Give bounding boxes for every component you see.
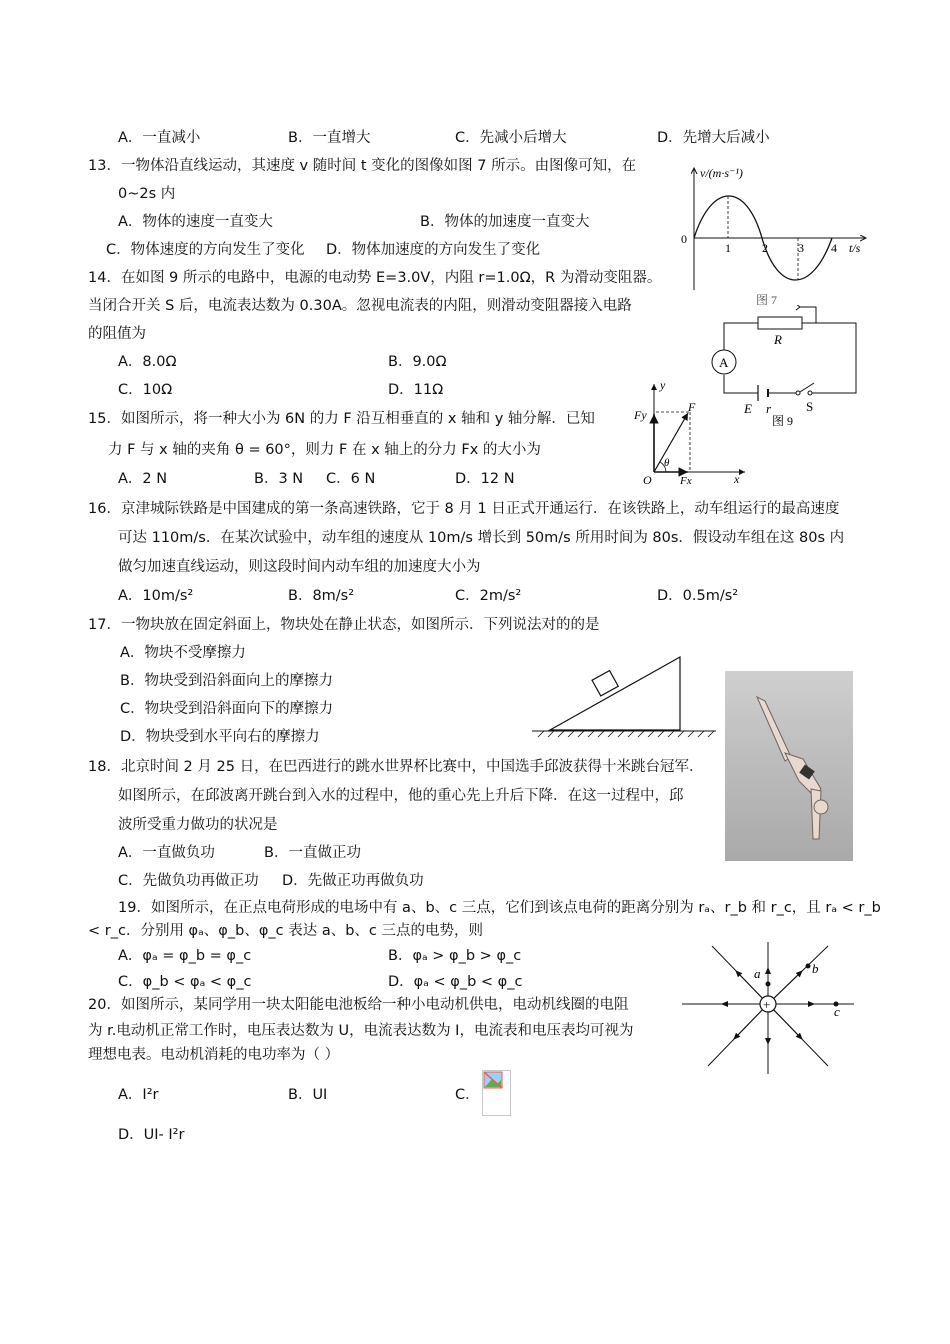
internal-resistance-label: r xyxy=(766,401,772,416)
q18-option-a: A．一直做负功 xyxy=(118,845,215,861)
incline-block-diagram xyxy=(530,652,720,738)
q12-option-b: B．一直增大 xyxy=(288,130,371,146)
q20-stem-line2: 为 r.电动机正常工作时，电压表达数为 U，电流表达数为 I，电流表和电压表均可视为 xyxy=(88,1023,634,1039)
q14-stem-line3: 的阻值为 xyxy=(88,326,146,342)
q13-stem-line2: 0~2s 内 xyxy=(118,186,176,202)
point-c-label: c xyxy=(834,1004,840,1019)
velocity-time-graph xyxy=(676,160,876,305)
q12-option-c: C．先减小后增大 xyxy=(455,130,567,146)
point-b-label: b xyxy=(812,961,819,976)
q15-option-c: C．6 N xyxy=(326,471,376,487)
q17-option-b: B．物块受到沿斜面向上的摩擦力 xyxy=(120,673,333,689)
resistor-label: R xyxy=(774,332,782,347)
q14-option-d: D．11Ω xyxy=(388,382,444,398)
q14-stem-line1: 14．在如图 9 所示的电路中，电源的电动势 E=3.0V，内阻 r=1.0Ω，R 为滑动变阻器。 xyxy=(88,270,662,286)
q15-stem-line2: 力 F 与 x 轴的夹角 θ = 60°，则力 F 在 x 轴上的分力 Fx 的大小为 xyxy=(108,442,541,458)
q16-option-c: C．2m/s² xyxy=(455,588,522,604)
q13-option-d: D．物体加速度的方向发生了变化 xyxy=(326,242,541,258)
diver-silhouette xyxy=(725,671,853,861)
q20-stem-line3: 理想电表。电动机消耗的电功率为（ ） xyxy=(88,1047,340,1063)
q17-option-d: D．物块受到水平向右的摩擦力 xyxy=(120,729,320,745)
q15-option-b: B．3 N xyxy=(254,471,304,487)
q15-option-d: D．12 N xyxy=(455,471,515,487)
force-f-vector xyxy=(654,413,688,472)
diver-photo xyxy=(725,671,853,861)
tick-2: 2 xyxy=(762,241,768,255)
emf-label: E xyxy=(744,401,752,416)
q19-option-a: A．φₐ = φ_b = φ_c xyxy=(118,948,252,964)
q14-option-b: B．9.0Ω xyxy=(388,354,447,370)
q18-stem-line3: 波所受重力做功的状况是 xyxy=(118,817,278,833)
q19-option-d: D．φₐ < φ_b < φ_c xyxy=(388,974,523,990)
q13-stem-line1: 13．一物体沿直线运动，其速度 v 随时间 t 变化的图像如图 7 所示。由图像可知，在 xyxy=(88,158,637,174)
switch-label: S xyxy=(806,399,814,414)
q18-option-c: C．先做负功再做正功 xyxy=(118,873,259,889)
v-axis-label: v/(m·s⁻¹) xyxy=(700,166,743,180)
q20-option-c: C． xyxy=(455,1087,480,1103)
fx-label: Fx xyxy=(680,475,692,486)
q20-option-d: D．UI- I²r xyxy=(118,1127,185,1143)
q18-option-d: D．先做正功再做负功 xyxy=(282,873,424,889)
q15-stem-line1: 15．如图所示，将一种大小为 6N 的力 F 沿互相垂直的 x 轴和 y 轴分解．已知 xyxy=(88,411,595,427)
point-a-label: a xyxy=(754,966,761,981)
q16-stem-line3: 做匀加速直线运动，则这段时间内动车组的加速度大小为 xyxy=(118,559,481,575)
q19-option-b: B．φₐ > φ_b > φ_c xyxy=(388,948,522,964)
f-label: F xyxy=(688,400,696,414)
q18-option-b: B．一直做正功 xyxy=(264,845,361,861)
q16-stem-line1: 16．京津城际铁路是中国建成的第一条高速铁路，它于 8 月 1 日正式开通运行．在该铁路上，动车组运行的最高速度 xyxy=(88,501,840,517)
fy-label: Fy xyxy=(634,408,647,422)
q15-option-a: A．2 N xyxy=(118,471,168,487)
q16-stem-line2: 可达 110m/s．在某次试验中，动车组的速度从 10m/s 增长到 50m/s 所用时间为 80s．假设动车组在这 80s 内 xyxy=(118,530,845,546)
q19-option-c: C．φ_b < φₐ < φ_c xyxy=(118,974,252,990)
q13-option-a: A．物体的速度一直变大 xyxy=(118,214,273,230)
q14-option-c: C．10Ω xyxy=(118,382,173,398)
tick-4: 4 xyxy=(831,241,837,255)
fig9-caption: 图 9 xyxy=(772,414,794,428)
theta-label: θ xyxy=(664,457,670,469)
electric-field-diagram xyxy=(678,938,858,1078)
q20-option-b: B．UI xyxy=(288,1087,328,1103)
q13-option-c: C．物体速度的方向发生了变化 xyxy=(106,242,305,258)
force-decomposition-diagram xyxy=(630,376,755,486)
tick-1: 1 xyxy=(725,241,731,255)
switch xyxy=(800,383,814,392)
y-axis-label: y xyxy=(660,378,666,392)
q18-stem-line2: 如图所示，在邱波离开跳台到入水的过程中，他的重心先上升后下降．在这一过程中，邱 xyxy=(118,788,684,804)
q12-option-a: A．一直减小 xyxy=(118,130,201,146)
origin-label: 0 xyxy=(681,232,687,246)
q19-stem-line1: 19．如图所示，在正点电荷形成的电场中有 a、b、c 三点，它们到该点电荷的距离分别为 rₐ、r_b 和 r_c，且 rₐ < r_b xyxy=(118,900,881,916)
q12-option-d: D．先增大后减小 xyxy=(657,130,770,146)
fig7-caption: 图 7 xyxy=(756,293,778,305)
block xyxy=(592,671,618,696)
t-axis-label: t/s xyxy=(849,241,861,255)
q13-option-b: B．物体的加速度一直变大 xyxy=(420,214,590,230)
q17-option-c: C．物块受到沿斜面向下的摩擦力 xyxy=(120,701,334,717)
ammeter-label: A xyxy=(719,355,729,370)
q20-stem-line1: 20．如图所示，某同学用一块太阳能电池板给一种小电动机供电，电动机线圈的电阻 xyxy=(88,997,629,1013)
q18-stem-line1: 18．北京时间 2 月 25 日，在巴西进行的跳水世界杯比赛中，中国选手邱波获得十米跳台冠军． xyxy=(88,759,704,775)
point-a xyxy=(766,982,771,987)
q16-option-a: A．10m/s² xyxy=(118,588,194,604)
incline xyxy=(550,657,680,730)
q17-stem: 17．一物块放在固定斜面上，物块处在静止状态，如图所示．下列说法对的的是 xyxy=(88,617,600,633)
q20-option-a: A．I²r xyxy=(118,1087,159,1103)
q16-option-b: B．8m/s² xyxy=(288,588,355,604)
q14-option-a: A．8.0Ω xyxy=(118,354,177,370)
q14-stem-line2: 当闭合开关 S 后，电流表达数为 0.30A。忽视电流表的内阻，则滑动变阻器接入电路 xyxy=(88,298,632,314)
x-axis-label: x xyxy=(734,472,740,486)
q17-option-a: A．物块不受摩擦力 xyxy=(120,645,246,661)
rheostat xyxy=(758,317,802,329)
q16-option-d: D．0.5m/s² xyxy=(657,588,739,604)
charge-sign: + xyxy=(763,997,771,1012)
broken-image-icon xyxy=(482,1070,511,1116)
tick-3: 3 xyxy=(798,241,804,255)
point-b xyxy=(806,964,811,969)
q19-stem-line2: < r_c．分别用 φₐ、φ_b、φ_c 表达 a、b、c 三点的电势，则 xyxy=(88,923,483,939)
origin-o-label: O xyxy=(643,473,652,486)
